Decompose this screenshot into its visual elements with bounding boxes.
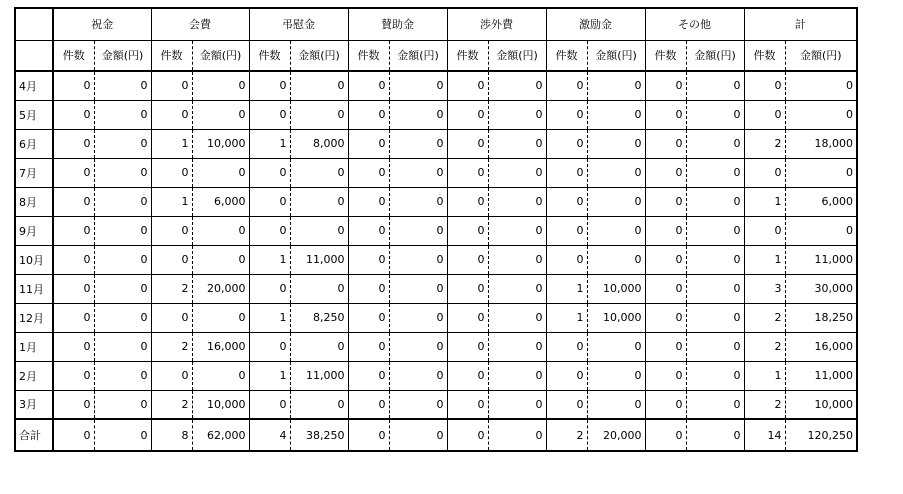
amount-cell: 0 xyxy=(587,245,645,274)
amount-cell: 0 xyxy=(192,303,249,332)
count-cell: 0 xyxy=(53,361,94,390)
amount-cell: 0 xyxy=(389,71,447,100)
table-row xyxy=(15,274,857,303)
amount-cell: 0 xyxy=(488,129,546,158)
count-cell: 2 xyxy=(744,303,785,332)
count-cell: 0 xyxy=(53,100,94,129)
count-cell: 0 xyxy=(348,187,389,216)
count-cell: 0 xyxy=(249,332,290,361)
count-cell: 0 xyxy=(151,216,192,245)
amount-cell: 0 xyxy=(290,71,348,100)
table-row xyxy=(15,361,857,390)
amount-cell: 0 xyxy=(389,187,447,216)
amount-cell: 0 xyxy=(686,129,744,158)
amount-subheader: 金額(円) xyxy=(290,40,348,71)
amount-cell: 0 xyxy=(94,303,151,332)
amount-cell: 20,000 xyxy=(192,274,249,303)
table-row xyxy=(15,158,857,187)
amount-cell: 0 xyxy=(94,361,151,390)
amount-cell: 0 xyxy=(686,158,744,187)
amount-cell: 10,000 xyxy=(192,390,249,419)
amount-cell: 0 xyxy=(192,158,249,187)
amount-cell: 120,250 xyxy=(785,419,857,451)
count-cell: 0 xyxy=(546,390,587,419)
amount-cell: 18,250 xyxy=(785,303,857,332)
count-cell: 0 xyxy=(249,158,290,187)
count-cell: 0 xyxy=(546,100,587,129)
count-cell: 3 xyxy=(744,274,785,303)
amount-cell: 0 xyxy=(290,158,348,187)
count-cell: 0 xyxy=(348,361,389,390)
count-cell: 2 xyxy=(546,419,587,451)
amount-cell: 0 xyxy=(686,274,744,303)
amount-cell: 0 xyxy=(785,158,857,187)
amount-cell: 0 xyxy=(686,216,744,245)
amount-cell: 0 xyxy=(686,419,744,451)
amount-cell: 38,250 xyxy=(290,419,348,451)
amount-subheader: 金額(円) xyxy=(488,40,546,71)
count-cell: 0 xyxy=(53,303,94,332)
count-cell: 0 xyxy=(348,100,389,129)
month-label: 9月 xyxy=(15,216,53,245)
amount-cell: 0 xyxy=(290,187,348,216)
amount-cell: 0 xyxy=(389,100,447,129)
month-label: 3月 xyxy=(15,390,53,419)
category-header: 渉外費 xyxy=(447,8,546,40)
count-cell: 0 xyxy=(249,274,290,303)
amount-cell: 0 xyxy=(785,71,857,100)
count-cell: 0 xyxy=(151,158,192,187)
amount-cell: 0 xyxy=(686,187,744,216)
table-row xyxy=(15,303,857,332)
count-cell: 1 xyxy=(744,245,785,274)
amount-cell: 0 xyxy=(785,100,857,129)
amount-cell: 16,000 xyxy=(192,332,249,361)
count-cell: 0 xyxy=(53,187,94,216)
amount-cell: 11,000 xyxy=(785,361,857,390)
amount-cell: 0 xyxy=(389,245,447,274)
amount-cell: 10,000 xyxy=(192,129,249,158)
count-subheader: 件数 xyxy=(546,40,587,71)
count-cell: 0 xyxy=(546,129,587,158)
month-label: 4月 xyxy=(15,71,53,100)
count-cell: 0 xyxy=(645,274,686,303)
amount-cell: 0 xyxy=(488,100,546,129)
amount-cell: 0 xyxy=(94,129,151,158)
table-row xyxy=(15,187,857,216)
month-label: 7月 xyxy=(15,158,53,187)
count-subheader: 件数 xyxy=(447,40,488,71)
monthly-expense-table xyxy=(14,7,858,452)
count-cell: 0 xyxy=(645,158,686,187)
amount-cell: 62,000 xyxy=(192,419,249,451)
count-cell: 0 xyxy=(645,332,686,361)
amount-cell: 11,000 xyxy=(290,361,348,390)
count-cell: 1 xyxy=(249,245,290,274)
count-cell: 2 xyxy=(151,332,192,361)
amount-cell: 0 xyxy=(290,274,348,303)
amount-cell: 0 xyxy=(290,100,348,129)
amount-cell: 0 xyxy=(94,274,151,303)
count-cell: 8 xyxy=(151,419,192,451)
month-label: 2月 xyxy=(15,361,53,390)
count-cell: 0 xyxy=(53,158,94,187)
count-cell: 0 xyxy=(348,129,389,158)
count-cell: 0 xyxy=(348,303,389,332)
count-cell: 0 xyxy=(53,216,94,245)
amount-cell: 0 xyxy=(290,216,348,245)
count-cell: 0 xyxy=(151,245,192,274)
count-cell: 0 xyxy=(447,245,488,274)
amount-cell: 8,250 xyxy=(290,303,348,332)
count-cell: 0 xyxy=(151,100,192,129)
category-header: 激励金 xyxy=(546,8,645,40)
amount-cell: 0 xyxy=(192,100,249,129)
amount-cell: 0 xyxy=(192,361,249,390)
corner-cell xyxy=(15,8,53,40)
amount-cell: 0 xyxy=(488,71,546,100)
amount-cell: 0 xyxy=(389,332,447,361)
count-cell: 0 xyxy=(645,100,686,129)
amount-cell: 6,000 xyxy=(192,187,249,216)
amount-cell: 0 xyxy=(686,303,744,332)
amount-cell: 0 xyxy=(587,129,645,158)
amount-cell: 0 xyxy=(94,158,151,187)
amount-cell: 0 xyxy=(389,390,447,419)
amount-cell: 0 xyxy=(94,332,151,361)
amount-cell: 0 xyxy=(488,332,546,361)
amount-cell: 0 xyxy=(587,216,645,245)
amount-cell: 30,000 xyxy=(785,274,857,303)
count-cell: 1 xyxy=(546,303,587,332)
count-cell: 0 xyxy=(348,158,389,187)
amount-cell: 10,000 xyxy=(785,390,857,419)
count-cell: 0 xyxy=(249,390,290,419)
month-label: 11月 xyxy=(15,274,53,303)
amount-cell: 0 xyxy=(488,216,546,245)
amount-cell: 0 xyxy=(389,274,447,303)
count-cell: 0 xyxy=(151,361,192,390)
month-label: 1月 xyxy=(15,332,53,361)
amount-cell: 0 xyxy=(587,332,645,361)
count-cell: 0 xyxy=(447,419,488,451)
count-cell: 0 xyxy=(249,100,290,129)
category-header: 会費 xyxy=(151,8,249,40)
amount-cell: 0 xyxy=(686,361,744,390)
month-label: 8月 xyxy=(15,187,53,216)
amount-cell: 16,000 xyxy=(785,332,857,361)
amount-cell: 0 xyxy=(94,245,151,274)
category-header: その他 xyxy=(645,8,744,40)
amount-cell: 0 xyxy=(686,390,744,419)
count-cell: 0 xyxy=(546,245,587,274)
table-row xyxy=(15,390,857,419)
amount-cell: 0 xyxy=(488,245,546,274)
count-cell: 2 xyxy=(151,390,192,419)
count-cell: 0 xyxy=(546,71,587,100)
amount-cell: 0 xyxy=(94,390,151,419)
category-header: 弔慰金 xyxy=(249,8,348,40)
count-cell: 0 xyxy=(53,419,94,451)
amount-cell: 0 xyxy=(389,419,447,451)
count-cell: 1 xyxy=(744,187,785,216)
amount-cell: 0 xyxy=(488,274,546,303)
table-row xyxy=(15,100,857,129)
count-cell: 1 xyxy=(249,303,290,332)
count-cell: 0 xyxy=(447,332,488,361)
count-cell: 0 xyxy=(645,129,686,158)
count-cell: 0 xyxy=(645,216,686,245)
count-cell: 0 xyxy=(348,419,389,451)
count-cell: 0 xyxy=(744,71,785,100)
count-cell: 0 xyxy=(744,100,785,129)
table-row xyxy=(15,332,857,361)
amount-cell: 0 xyxy=(587,100,645,129)
month-label: 12月 xyxy=(15,303,53,332)
count-cell: 0 xyxy=(645,419,686,451)
count-cell: 0 xyxy=(447,390,488,419)
count-cell: 0 xyxy=(744,216,785,245)
count-cell: 0 xyxy=(546,187,587,216)
count-cell: 0 xyxy=(53,390,94,419)
count-cell: 0 xyxy=(447,187,488,216)
count-cell: 2 xyxy=(744,332,785,361)
amount-cell: 0 xyxy=(587,158,645,187)
count-subheader: 件数 xyxy=(249,40,290,71)
amount-subheader: 金額(円) xyxy=(192,40,249,71)
count-cell: 0 xyxy=(53,129,94,158)
amount-cell: 8,000 xyxy=(290,129,348,158)
amount-cell: 0 xyxy=(488,361,546,390)
count-cell: 1 xyxy=(249,129,290,158)
count-cell: 0 xyxy=(151,71,192,100)
table-row xyxy=(15,71,857,100)
category-header: 祝金 xyxy=(53,8,151,40)
month-label: 5月 xyxy=(15,100,53,129)
count-cell: 0 xyxy=(645,245,686,274)
count-cell: 0 xyxy=(249,71,290,100)
count-cell: 0 xyxy=(546,158,587,187)
month-label: 10月 xyxy=(15,245,53,274)
amount-subheader: 金額(円) xyxy=(785,40,857,71)
amount-subheader: 金額(円) xyxy=(94,40,151,71)
amount-subheader: 金額(円) xyxy=(686,40,744,71)
total-label: 合計 xyxy=(15,419,53,451)
amount-cell: 0 xyxy=(686,71,744,100)
count-cell: 0 xyxy=(151,303,192,332)
amount-cell: 0 xyxy=(686,245,744,274)
amount-cell: 0 xyxy=(192,71,249,100)
amount-cell: 0 xyxy=(686,332,744,361)
amount-cell: 11,000 xyxy=(785,245,857,274)
count-cell: 2 xyxy=(744,129,785,158)
amount-cell: 6,000 xyxy=(785,187,857,216)
count-cell: 4 xyxy=(249,419,290,451)
amount-cell: 0 xyxy=(488,419,546,451)
amount-cell: 0 xyxy=(488,303,546,332)
amount-cell: 0 xyxy=(290,332,348,361)
count-cell: 0 xyxy=(447,216,488,245)
table-row xyxy=(15,245,857,274)
amount-cell: 10,000 xyxy=(587,303,645,332)
count-cell: 0 xyxy=(447,100,488,129)
amount-cell: 0 xyxy=(94,100,151,129)
count-cell: 0 xyxy=(53,71,94,100)
amount-cell: 0 xyxy=(587,187,645,216)
count-cell: 1 xyxy=(249,361,290,390)
count-subheader: 件数 xyxy=(744,40,785,71)
count-subheader: 件数 xyxy=(53,40,94,71)
amount-cell: 0 xyxy=(389,129,447,158)
count-cell: 2 xyxy=(151,274,192,303)
count-cell: 0 xyxy=(249,187,290,216)
amount-cell: 0 xyxy=(389,216,447,245)
amount-cell: 0 xyxy=(686,100,744,129)
amount-cell: 0 xyxy=(94,71,151,100)
count-cell: 0 xyxy=(348,274,389,303)
amount-cell: 0 xyxy=(290,390,348,419)
count-cell: 0 xyxy=(348,216,389,245)
count-subheader: 件数 xyxy=(151,40,192,71)
amount-cell: 0 xyxy=(587,361,645,390)
count-cell: 0 xyxy=(645,187,686,216)
table-row xyxy=(15,129,857,158)
count-cell: 0 xyxy=(447,71,488,100)
count-cell: 0 xyxy=(546,361,587,390)
amount-cell: 0 xyxy=(192,216,249,245)
count-cell: 0 xyxy=(348,390,389,419)
amount-cell: 0 xyxy=(389,303,447,332)
amount-cell: 0 xyxy=(785,216,857,245)
amount-cell: 10,000 xyxy=(587,274,645,303)
amount-subheader: 金額(円) xyxy=(587,40,645,71)
count-cell: 2 xyxy=(744,390,785,419)
count-cell: 0 xyxy=(447,158,488,187)
count-cell: 0 xyxy=(744,158,785,187)
table-row xyxy=(15,216,857,245)
count-cell: 0 xyxy=(53,274,94,303)
total-row xyxy=(15,419,857,451)
count-subheader: 件数 xyxy=(645,40,686,71)
amount-cell: 18,000 xyxy=(785,129,857,158)
count-cell: 0 xyxy=(447,274,488,303)
amount-cell: 20,000 xyxy=(587,419,645,451)
amount-cell: 0 xyxy=(389,158,447,187)
count-cell: 14 xyxy=(744,419,785,451)
count-cell: 0 xyxy=(645,361,686,390)
count-cell: 1 xyxy=(151,187,192,216)
corner-cell xyxy=(15,40,53,71)
amount-cell: 0 xyxy=(587,71,645,100)
count-cell: 0 xyxy=(447,361,488,390)
count-cell: 0 xyxy=(53,245,94,274)
amount-cell: 0 xyxy=(192,245,249,274)
count-cell: 0 xyxy=(249,216,290,245)
amount-cell: 0 xyxy=(587,390,645,419)
count-cell: 0 xyxy=(348,332,389,361)
count-cell: 0 xyxy=(348,71,389,100)
count-cell: 0 xyxy=(645,303,686,332)
count-cell: 0 xyxy=(53,332,94,361)
amount-cell: 0 xyxy=(488,158,546,187)
count-cell: 0 xyxy=(546,332,587,361)
subheader-row xyxy=(15,40,857,71)
category-header-row xyxy=(15,8,857,40)
month-label: 6月 xyxy=(15,129,53,158)
category-header: 賛助金 xyxy=(348,8,447,40)
amount-cell: 0 xyxy=(389,361,447,390)
count-cell: 1 xyxy=(744,361,785,390)
amount-cell: 0 xyxy=(488,187,546,216)
amount-subheader: 金額(円) xyxy=(389,40,447,71)
count-cell: 0 xyxy=(447,129,488,158)
count-cell: 0 xyxy=(546,216,587,245)
count-cell: 1 xyxy=(151,129,192,158)
category-header: 計 xyxy=(744,8,857,40)
amount-cell: 11,000 xyxy=(290,245,348,274)
amount-cell: 0 xyxy=(94,419,151,451)
count-subheader: 件数 xyxy=(348,40,389,71)
amount-cell: 0 xyxy=(94,187,151,216)
count-cell: 1 xyxy=(546,274,587,303)
amount-cell: 0 xyxy=(94,216,151,245)
count-cell: 0 xyxy=(348,245,389,274)
count-cell: 0 xyxy=(645,390,686,419)
amount-cell: 0 xyxy=(488,390,546,419)
count-cell: 0 xyxy=(645,71,686,100)
count-cell: 0 xyxy=(447,303,488,332)
